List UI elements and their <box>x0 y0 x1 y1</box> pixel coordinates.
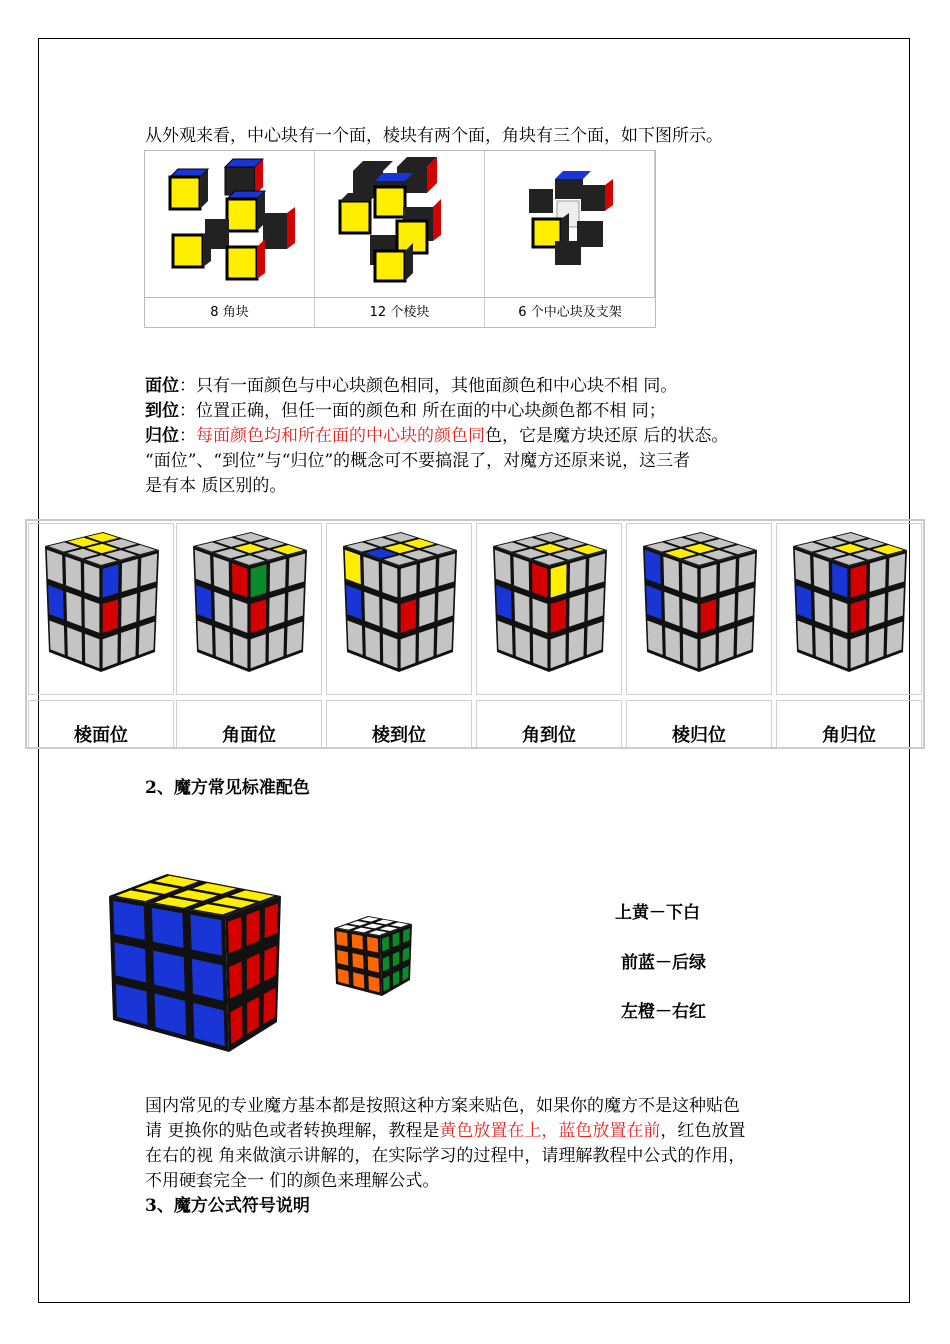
sticker <box>382 563 397 597</box>
sticker <box>438 588 454 621</box>
sticker <box>569 593 585 626</box>
sticker <box>682 598 697 632</box>
sticker <box>832 563 847 597</box>
position-cube-cell <box>776 523 922 695</box>
sticker <box>215 627 230 661</box>
sticker <box>287 622 303 655</box>
section-2-title: 2、魔方常见标准配色 <box>145 778 310 798</box>
sticker <box>739 554 756 587</box>
sticker <box>665 627 680 661</box>
sticker <box>888 588 904 621</box>
para2-highlight: 黄色放置在上，蓝色放置在前 <box>439 1121 661 1141</box>
position-cube-cell <box>176 523 322 695</box>
position-label: 棱面位 <box>28 700 174 748</box>
para2-line-4: 不用硬套完全一 们的颜色来理解公式。 <box>145 1171 440 1191</box>
position-label: 角到位 <box>476 700 622 748</box>
guiwei-label: 归位 <box>145 426 179 446</box>
sticker <box>122 559 138 592</box>
sticker <box>737 622 753 655</box>
corner-piece <box>205 219 229 249</box>
sticker <box>664 592 679 626</box>
pieces-figure <box>144 150 656 328</box>
sticker <box>496 585 512 619</box>
sticker <box>869 628 884 662</box>
definition-guiwei <box>145 424 728 449</box>
guiwei-rest: 色，它是魔方块还原 后的状态。 <box>485 426 729 446</box>
sticker <box>870 559 886 592</box>
sticker <box>113 901 145 940</box>
para2-line-3: 在右的视 角来做演示讲解的，在实际学习的过程中，请理解教程中公式的作用， <box>145 1146 746 1166</box>
sticker <box>368 976 379 992</box>
scheme-left-right: 左橙－右红 <box>621 1002 706 1022</box>
sticker <box>587 622 603 655</box>
section-3-title: 3、魔方公式符号说明 <box>145 1196 310 1216</box>
sticker <box>196 585 212 619</box>
sticker <box>645 550 661 584</box>
sticker <box>47 550 63 584</box>
position-label: 角归位 <box>776 700 922 748</box>
position-cube-cell <box>626 523 772 695</box>
sticker <box>796 585 812 619</box>
sticker <box>251 599 266 633</box>
standard-color-cube-large <box>105 868 285 1053</box>
center-pieces-image <box>485 151 655 297</box>
sticker <box>497 620 512 654</box>
sticker <box>191 915 223 956</box>
sticker <box>367 937 378 953</box>
sticker <box>401 599 416 633</box>
edge-pieces-image <box>315 151 485 297</box>
sticker <box>232 598 247 632</box>
sticker <box>832 598 847 632</box>
sticker <box>701 564 717 597</box>
sticker <box>719 628 734 662</box>
center-pieces-caption: 6 个中心块及支架 <box>485 297 655 327</box>
sticker <box>121 593 137 626</box>
sticker <box>140 588 156 621</box>
sticker <box>551 634 566 668</box>
sticker <box>532 598 547 632</box>
sticker <box>139 622 155 655</box>
sticker <box>701 634 716 668</box>
mianwei-label: 面位 <box>145 376 179 396</box>
sticker <box>683 634 698 668</box>
sticker <box>815 627 830 661</box>
sticker <box>48 585 64 619</box>
position-cube-image <box>177 524 323 694</box>
sticker <box>382 598 397 632</box>
note-line-2: 是有本 质区别的。 <box>145 476 287 496</box>
sticker <box>589 554 606 587</box>
sticker <box>352 953 363 969</box>
sticker <box>84 563 99 597</box>
sticker <box>495 550 511 584</box>
position-cube-image <box>29 524 175 694</box>
sticker <box>419 628 434 662</box>
position-cube-cell <box>28 523 174 695</box>
sticker <box>795 550 811 584</box>
note-line-1: “面位”、“到位”与“归位”的概念可不要搞混了，对魔方还原来说，这三者 <box>145 451 691 471</box>
position-cube-image <box>627 524 773 694</box>
sticker <box>103 564 119 597</box>
sticker <box>569 628 584 662</box>
sticker <box>247 953 259 989</box>
corner-piece <box>227 191 265 231</box>
sticker <box>401 634 416 668</box>
sticker <box>197 620 212 654</box>
intro-text: 从外观来看，中心块有一个面，棱块有两个面，角块有三个面，如下图所示。 <box>145 126 723 146</box>
sticker <box>247 910 260 946</box>
sticker <box>514 592 529 626</box>
daowei-label: 到位 <box>145 401 179 421</box>
sticker <box>797 620 812 654</box>
corner-pieces-caption: 8 角块 <box>145 297 315 327</box>
sticker <box>269 628 284 662</box>
position-label: 棱到位 <box>326 700 472 748</box>
position-label: 角面位 <box>176 700 322 748</box>
sticker <box>347 620 362 654</box>
sticker <box>233 634 248 668</box>
mianwei-text: ：只有一面颜色与中心块颜色相同，其他面颜色和中心块不相 同。 <box>179 376 678 396</box>
sticker <box>720 559 736 592</box>
corner-piece <box>227 239 265 279</box>
sticker <box>383 634 398 668</box>
sticker <box>121 628 136 662</box>
sticker <box>270 559 286 592</box>
daowei-text: ：位置正确，但任一面的颜色和 所在面的中心块颜色都不相 同； <box>179 401 666 421</box>
sticker <box>103 599 118 633</box>
sticker <box>288 588 304 621</box>
standard-color-cube-small <box>332 914 414 998</box>
sticker <box>228 917 241 953</box>
sticker <box>813 556 829 590</box>
position-label: 棱归位 <box>626 700 772 748</box>
sticker <box>66 592 81 626</box>
sticker <box>719 593 735 626</box>
sticker <box>439 554 456 587</box>
para2-line-2 <box>145 1119 745 1144</box>
sticker <box>419 593 435 626</box>
corner-piece <box>170 169 208 209</box>
sticker <box>588 588 604 621</box>
sticker <box>232 563 247 597</box>
definition-mianwei <box>145 374 677 399</box>
position-cube-image <box>477 524 623 694</box>
sticker <box>513 556 529 590</box>
scheme-top-bottom: 上黄－下白 <box>615 903 700 923</box>
sticker <box>85 634 100 668</box>
sticker <box>851 599 866 633</box>
para2-line-1: 国内常见的专业魔方基本都是按照这种方案来贴色，如果你的魔方不是这种贴色 <box>145 1096 740 1116</box>
sticker <box>647 620 662 654</box>
guiwei-highlight: 每面颜色均和所在面的中心块的颜色同 <box>196 426 485 446</box>
sticker <box>251 564 267 597</box>
sticker <box>646 585 662 619</box>
position-cube-image <box>327 524 473 694</box>
sticker <box>337 950 348 966</box>
sticker <box>352 934 363 950</box>
sticker <box>814 592 829 626</box>
sticker <box>515 627 530 661</box>
corner-piece <box>263 207 295 249</box>
sticker <box>889 554 906 587</box>
edge-pieces-caption: 12 个棱块 <box>315 297 485 327</box>
sticker <box>84 598 99 632</box>
sticker <box>49 620 64 654</box>
sticker <box>67 627 82 661</box>
sticker <box>195 550 211 584</box>
sticker <box>869 593 885 626</box>
sticker <box>364 592 379 626</box>
position-cube-cell <box>476 523 622 695</box>
sticker <box>851 634 866 668</box>
sticker <box>365 627 380 661</box>
sticker <box>345 550 361 584</box>
sticker <box>420 559 436 592</box>
scheme-front-back: 前蓝－后绿 <box>621 953 706 973</box>
sticker <box>551 564 567 597</box>
guiwei-colon: ： <box>179 426 196 446</box>
sticker <box>346 585 362 619</box>
sticker <box>289 554 306 587</box>
sticker <box>265 903 278 938</box>
sticker <box>851 564 867 597</box>
sticker <box>269 593 285 626</box>
sticker <box>682 563 697 597</box>
sticker <box>833 634 848 668</box>
sticker <box>229 961 242 998</box>
sticker <box>213 556 229 590</box>
sticker <box>336 931 347 946</box>
sticker <box>551 599 566 633</box>
sticker <box>738 588 754 621</box>
sticker <box>363 556 379 590</box>
position-cube-cell <box>326 523 472 695</box>
sticker <box>701 599 716 633</box>
sticker <box>663 556 679 590</box>
sticker <box>103 634 118 668</box>
sticker <box>141 554 158 587</box>
sticker <box>533 634 548 668</box>
sticker <box>570 559 586 592</box>
sticker <box>437 622 453 655</box>
sticker <box>887 622 903 655</box>
corner-pieces-image <box>145 151 315 297</box>
sticker <box>368 956 379 972</box>
sticker <box>251 634 266 668</box>
sticker <box>65 556 81 590</box>
sticker <box>532 563 547 597</box>
sticker <box>214 592 229 626</box>
para2-line-2a: 请 更换你的贴色或者转换理解，教程是 <box>145 1121 440 1141</box>
sticker <box>152 908 184 948</box>
corner-piece <box>225 159 263 195</box>
para2-line-2b: ，红色放置 <box>660 1121 746 1141</box>
position-cube-image <box>777 524 923 694</box>
sticker <box>401 564 417 597</box>
definition-daowei <box>145 399 666 424</box>
